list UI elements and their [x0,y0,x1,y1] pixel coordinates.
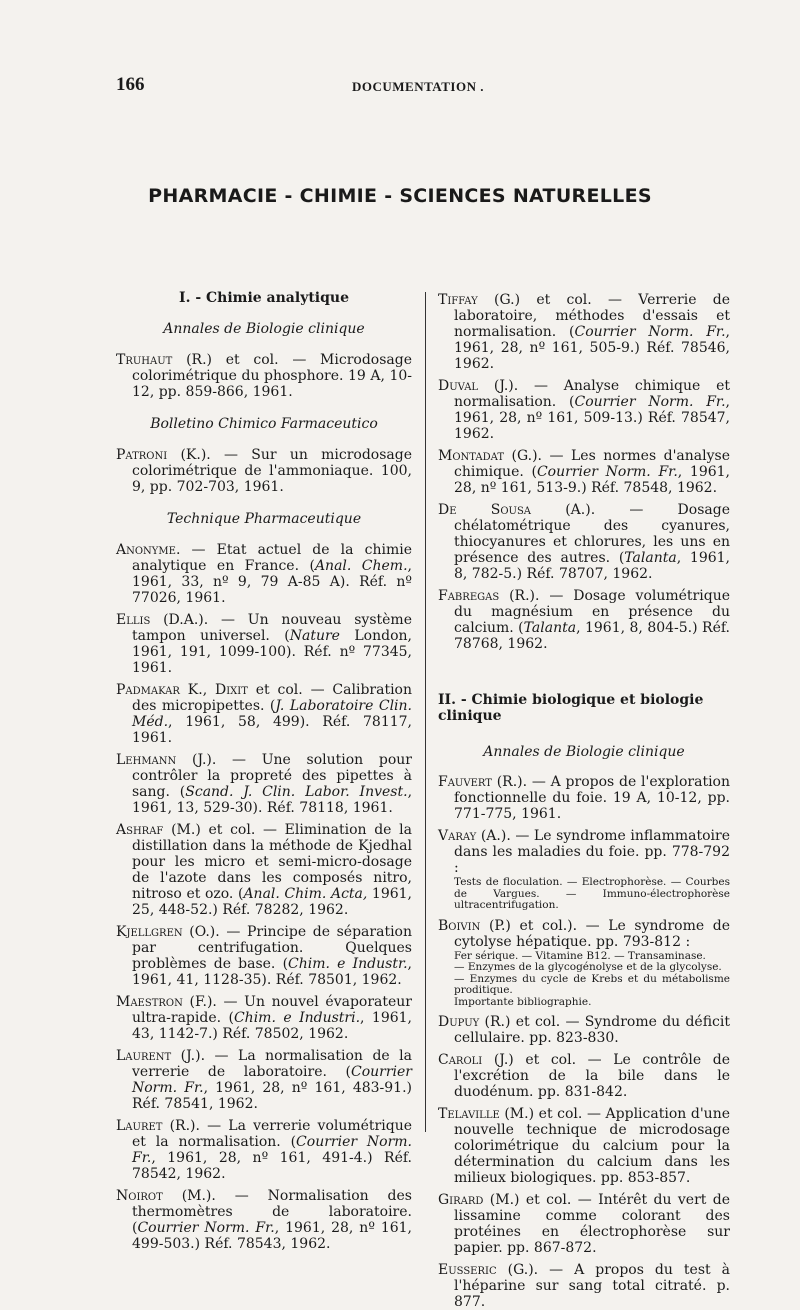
journal-heading: Technique Pharmaceutique [166,511,362,527]
journal-ref: Courrier Norm. Fr. [536,464,678,480]
entry-text: . — A propos du test à l'héparine sur sang total citraté. p. 877. [454,1262,730,1310]
entry [438,588,730,652]
entry-note: Tests de floculation. — Electrophorèse. — Courbes de Vargues. — Immuno-électrophorèse ultracentrifugation. [454,876,730,911]
author: Laurent (J.) [116,1048,201,1064]
entry [116,752,412,816]
entry-text: . — Un nouveau système tampon universel. ( [132,612,412,644]
entry-text: . — A propos de l'exploration fonctionnelle du foie. 19 A, 10-12, pp. 771-775, 1961. [454,774,730,822]
entry-note: — Enzymes du cycle de Krebs et du métabolisme proditique. [454,972,730,996]
entry [438,1106,730,1186]
main-title: PHARMACIE - CHIMIE - SCIENCES NATURELLES [148,185,652,207]
entry [116,994,412,1042]
entry [116,682,412,746]
entry-text: et col. — Le contrôle de l'excrétion de la bile dans le duodénum. pp. 831-842. [454,1052,731,1100]
entry-text: , 1961, 28, nº 161, 499-503.) Réf. 78543, 1962. [132,1220,412,1252]
author: Truhaut (R.) [116,352,212,368]
author: Maestron (F.) [116,994,213,1010]
entry-text: , 1961, 28, nº 161, 505-9.) Réf. 78546, 1962. [454,324,730,372]
author: Fabregas (R.) [438,588,535,604]
entry-text: et col. — Elimination de la distillation dans la méthode de Kjedhal pour les micro et semi-micro-dosage de l'azote dans les composés nitro, nitroso et ozo. ( [132,822,412,902]
entry [116,612,412,676]
author: Lauret (R.) [116,1118,196,1134]
entry [438,774,730,822]
author: Ashraf (M.) [116,822,201,838]
entry-text: . — Dosage chélatométrique des cyanures, thiocyanures et chlorures, les uns en présence des autres. ( [454,502,730,566]
author: Telaville (M.) [438,1106,535,1122]
author: Montadat (G.) [438,448,538,464]
entry-text: , 1961, 41, 1128-35). Réf. 78501, 1962. [132,956,412,988]
journal-ref: Talanta [624,550,677,566]
entry [438,828,730,912]
journal-ref: Talanta [523,620,577,636]
entry-text: . — Sur un microdosage colorimétrique de l'ammoniaque. 100, 9, pp. 702-703, 1961. [132,447,413,495]
journal-ref: J. Laboratoire Clin. Méd. [132,698,412,730]
author: Kjellgren (O.) [116,924,216,940]
entry [438,1052,730,1100]
entry [116,822,412,918]
author: Duval (J.) [438,378,514,394]
entry-text: , 1961, 28, nº 161, 509-13.) Réf. 78547, 1962. [454,394,730,442]
entry-text: . — Une solution pour contrôler la propreté des pipettes à sang. ( [132,752,412,800]
entry-text: , 1961, 8, 782-5.) Réf. 78707, 1962. [454,550,730,582]
author: Padmakar K., Dixit [116,682,248,698]
entry-text: et col.). — Le syndrome de cytolyse hépatique. pp. 793-812 : [454,917,731,950]
journal-ref: Courrier Norm. Fr. [137,1220,275,1236]
entry [438,378,730,442]
left-column [116,290,412,1252]
entry [438,448,730,496]
author: Ellis (D.A.) [116,612,204,628]
entry-text: , 1961, 28, nº 161, 483-91.) Réf. 78541, 1962. [132,1080,412,1112]
right-column [438,292,730,1310]
page-number: 166 [116,74,145,95]
entry-text: et col. — Verrerie de laboratoire, méthodes d'essais et normalisation. ( [454,292,730,340]
entry-text: 1961, 25, 448-52.) Réf. 78282, 1962. [132,886,412,918]
entry-note: — Enzymes de la glycogénolyse et de la glycolyse. [454,961,722,973]
entry [438,292,730,372]
entry-text: et col. — Intérêt du vert de lissamine comme colorant des protéines en électrophorèse sur papier. pp. 867-872. [454,1192,731,1256]
author: Lehmann (J.) [116,752,212,768]
entry-text: , 1961, 8, 804-5.) Réf. 78768, 1962. [454,620,731,652]
entry-text: , 1961, 33, nº 9, 79 A-85 A). Réf. nº 77026, 1961. [132,558,412,606]
entry-note: Fer sérique. — Vitamine B12. — Transaminase. [454,949,706,962]
entry-text: . — Normalisation des thermomètres de laboratoire. ( [132,1188,412,1236]
entry-text: , 1961, 58, 499). Réf. 78117, 1961. [132,714,412,746]
entry-text: . — Analyse chimique et normalisation. ( [454,378,730,410]
entry-text: , 1961, 28, nº 161, 513-9.) Réf. 78548, 1962. [454,464,731,496]
author: Caroli (J.) [438,1052,514,1068]
entry-text: . — Le syndrome inflammatoire dans les maladies du foie. pp. 778-792 : [454,828,730,876]
entry [438,502,730,582]
entry [438,1262,730,1310]
running-head: DOCUMENTATION . [352,79,484,94]
entry [116,542,412,606]
journal-ref: Courrier Norm. Fr. [574,324,726,340]
journal-ref: Anal. Chim. Acta, [243,886,368,902]
entry [116,1048,412,1112]
entry-text: et col. — Application d'une nouvelle technique de microdosage colorimétrique du calcium pour la détermination du calcium dans les milieux biologiques. pp. 853-857. [454,1106,730,1186]
entry [438,918,730,1009]
journal-ref: Courrier Norm. Fr. [132,1064,412,1096]
entry [116,352,412,400]
column-divider [425,292,426,1132]
entry-text: et col. — Microdosage colorimétrique du phosphore. 19 A, 10-12, pp. 859-866, 1961. [132,352,413,400]
journal-ref: Courrier Norm. Fr. [574,394,726,410]
entry [116,1118,412,1182]
entry-text: London, 1961, 191, 1099-100). Réf. nº 77345, 1961. [132,628,412,676]
entry-text: , 1961, 13, 529-30). Réf. 78118, 1961. [132,784,413,816]
entry [438,1014,730,1046]
author: Dupuy (R.) [438,1014,511,1030]
entry-text: . — La normalisation de la verrerie de laboratoire. ( [132,1048,412,1080]
author: Patroni (K.) [116,447,207,463]
entry-text: . — La verrerie volumétrique et la normalisation. ( [132,1118,412,1150]
entry-text: . — Dosage volumétrique du magnésium en présence du calcium. ( [454,588,730,636]
section-title-2: II. - Chimie biologique et biologie clinique [438,692,704,724]
journal-heading: Bolletino Chimico Farmaceutico [150,416,378,432]
journal-heading: Annales de Biologie clinique [163,321,365,337]
author: De Sousa (A.) [438,502,591,518]
journal-ref: Chim. e Industr. [288,956,408,972]
entry-text: . — Etat actuel de la chimie analytique en France. ( [132,542,412,574]
journal-ref: Nature [289,628,340,644]
author: Varay (A.) [438,828,507,844]
journal-heading: Annales de Biologie clinique [483,744,685,760]
entry-text: . — Les normes d'analyse chimique. ( [454,448,730,480]
author: Girard (M.) [438,1192,520,1208]
entry-text: . — Principe de séparation par centrifugation. Quelques problèmes de base. ( [132,924,412,972]
entry [116,924,412,988]
entry-text: , 1961, 43, 1142-7.) Réf. 78502, 1962. [132,1010,412,1042]
journal-ref: Courrier Norm. Fr. [132,1134,413,1166]
author: Boivin (P.) [438,917,511,934]
entry [116,447,412,495]
entry-text: , 1961, 28, nº 161, 491-4.) Réf. 78542, 1962. [132,1150,412,1182]
author: Fauvert (R.) [438,774,523,790]
entry-text: et col. — Syndrome du déficit cellulaire. pp. 823-830. [454,1014,730,1046]
journal-ref: Chim. e Industri. [233,1010,361,1026]
journal-ref: Scand. J. Clin. Labor. Invest. [185,784,408,800]
entry-note: Importante bibliographie. [454,995,592,1008]
entry-text: et col. — Calibration des micropipettes. ( [132,682,412,714]
entry [438,1192,730,1256]
author: Noirot (M.) [116,1188,212,1204]
author: Anonyme [116,542,176,558]
entry [116,1188,412,1252]
author: Tiffay (G.) [438,292,521,308]
author: Eusseric (G.) [438,1262,534,1278]
section-title-1: I. - Chimie analytique [179,290,349,306]
entry-text: . — Un nouvel évaporateur ultra-rapide. ( [132,994,413,1026]
journal-ref: Anal. Chem. [314,558,408,574]
